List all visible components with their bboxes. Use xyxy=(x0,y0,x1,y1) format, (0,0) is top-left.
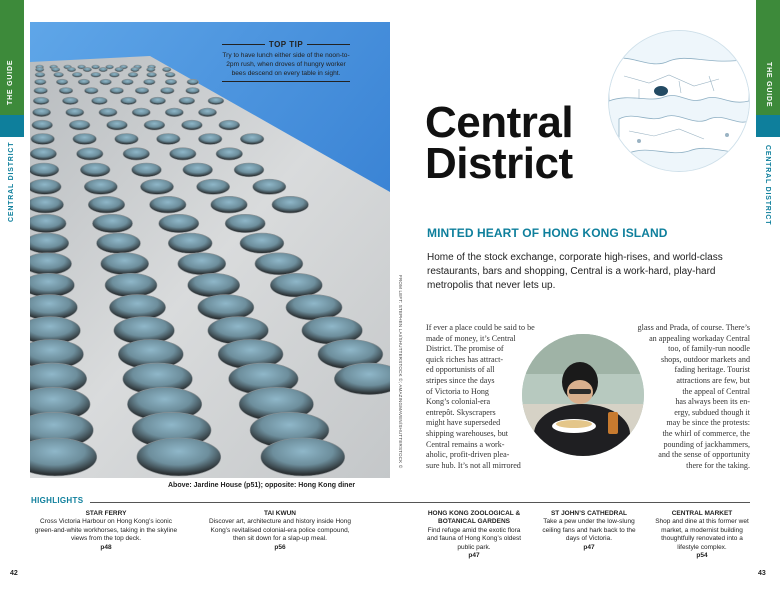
porthole-window xyxy=(85,88,99,94)
highlight-desc: Take a pew under the low-slung ceiling fans and hark back to the days of Victoria. xyxy=(542,518,636,543)
highlight-item-st-johns-cathedral xyxy=(537,510,641,552)
body-line: ergy, subdued though it xyxy=(674,407,750,417)
porthole-window xyxy=(69,120,90,130)
porthole-window xyxy=(30,163,59,177)
porthole-window xyxy=(84,179,117,194)
porthole-window xyxy=(144,120,165,130)
body-line: pounding of jackhammers, xyxy=(663,439,750,449)
locator-map xyxy=(608,30,750,172)
porthole-window xyxy=(78,79,90,85)
highlights-label: HIGHLIGHTS xyxy=(31,496,84,505)
body-line: the appeal of Central xyxy=(682,386,750,396)
porthole-window xyxy=(132,163,162,177)
porthole-window xyxy=(32,120,53,130)
porthole-window xyxy=(188,273,240,297)
porthole-window xyxy=(91,72,101,77)
top-tip-box xyxy=(222,40,350,82)
body-line: has always been its en- xyxy=(675,397,750,407)
porthole-window xyxy=(216,148,243,160)
porthole-window xyxy=(197,179,230,194)
porthole-window xyxy=(147,67,156,71)
porthole-window xyxy=(92,214,132,232)
highlight-name: STAR FERRY xyxy=(85,510,127,517)
body-line: quick riches has attract- xyxy=(426,354,504,364)
side-tab-district-label-right: CENTRAL DISTRICT xyxy=(764,145,771,226)
highlight-name: TAI KWUN xyxy=(263,510,296,517)
body-line: an appealing workaday Central xyxy=(649,333,750,343)
porthole-window xyxy=(165,79,177,85)
porthole-window xyxy=(198,134,222,145)
top-tip-heading xyxy=(222,40,350,49)
body-line: ed opportunists of all xyxy=(426,365,495,375)
body-line: too, of family-run noodle xyxy=(668,344,750,354)
porthole-window xyxy=(33,108,51,117)
porthole-window xyxy=(34,88,48,94)
porthole-window xyxy=(261,438,345,476)
body-line: of Victoria to Hong xyxy=(426,386,489,396)
porthole-window xyxy=(59,88,73,94)
porthole-window xyxy=(72,72,82,77)
porthole-window xyxy=(77,148,104,160)
porthole-window xyxy=(255,253,303,275)
body-line: made of money, it’s Central xyxy=(426,333,516,343)
porthole-window xyxy=(115,67,124,71)
top-tip-title: TOP TIP xyxy=(268,40,304,49)
porthole-window xyxy=(165,108,183,117)
porthole-window xyxy=(131,67,140,71)
porthole-window xyxy=(208,97,224,104)
porthole-window xyxy=(30,196,64,213)
porthole-window xyxy=(31,134,55,145)
porthole-window xyxy=(157,134,181,145)
body-line: sure hub. It’s not all mirrored xyxy=(426,460,521,470)
diner-illustration xyxy=(522,334,644,456)
porthole-window xyxy=(253,179,286,194)
side-tab-left-accent xyxy=(0,115,24,137)
body-line: might have superseded xyxy=(426,418,501,428)
photo-caption: Above: Jardine House (p51); opposite: Hong Kong diner xyxy=(168,482,356,489)
body-line: shipping warehouses, but xyxy=(426,428,509,438)
porthole-window xyxy=(144,79,156,85)
porthole-window xyxy=(123,148,150,160)
porthole-window xyxy=(110,88,124,94)
porthole-window xyxy=(56,79,68,85)
body-line: District. The promise of xyxy=(426,344,504,354)
porthole-window xyxy=(80,163,110,177)
porthole-window xyxy=(178,253,226,275)
highlight-desc: Find refuge amid the exotic flora and fauna of Hong Kong’s oldest public park. xyxy=(426,526,522,551)
highlight-name: CENTRAL MARKET xyxy=(671,510,733,517)
porthole-window xyxy=(137,438,221,476)
porthole-window xyxy=(179,97,195,104)
porthole-window xyxy=(150,196,187,213)
page-title xyxy=(425,98,574,188)
highlight-page-ref[interactable]: p54 xyxy=(696,552,708,560)
porthole-window xyxy=(83,67,92,71)
highlight-name: ST JOHN’S CATHEDRAL xyxy=(550,510,628,517)
porthole-window xyxy=(234,163,264,177)
porthole-window xyxy=(170,148,197,160)
body-line: and the sense of opportunity xyxy=(658,450,750,460)
porthole-window xyxy=(186,88,200,94)
body-line: glass and Prada, of course. There’s xyxy=(637,323,750,332)
highlight-name: HONG KONG ZOOLOGICAL & BOTANICAL GARDENS xyxy=(427,510,521,526)
side-tab-right-accent xyxy=(756,115,780,137)
porthole-window xyxy=(211,196,248,213)
porthole-window xyxy=(150,97,166,104)
highlight-item-tai-kwun xyxy=(205,510,355,552)
highlight-page-ref[interactable]: p47 xyxy=(468,552,480,560)
porthole-window xyxy=(97,233,141,253)
porthole-window xyxy=(225,214,265,232)
highlight-desc: Cross Victoria Harbour on Hong Kong’s iconic green-and-white workhorses, taking in the skyline views from the top deck. xyxy=(34,518,178,543)
highlight-desc: Discover art, architecture and history inside Hong Kong’s revitalised colonial-era police compound, then sit down for a slap-up meal. xyxy=(209,518,351,543)
map-central-marker xyxy=(654,86,668,96)
porthole-window xyxy=(165,72,175,77)
page-title-line-2: District xyxy=(425,139,573,188)
top-tip-text: Try to have lunch either side of the noon-to-2pm rush, when droves of hungry worker bees descend on every table in sight. xyxy=(222,52,350,77)
highlight-page-ref[interactable]: p48 xyxy=(100,543,112,551)
side-tab-guide-label-right: THE GUIDE xyxy=(765,62,772,108)
porthole-window xyxy=(270,273,322,297)
porthole-window xyxy=(101,253,149,275)
porthole-window xyxy=(33,97,49,104)
porthole-window xyxy=(100,79,112,85)
porthole-window xyxy=(92,97,108,104)
page-title-line-1: Central xyxy=(425,98,574,147)
porthole-window xyxy=(187,79,199,85)
body-line: the whirl of commerce, the xyxy=(662,428,750,438)
porthole-window xyxy=(147,72,157,77)
porthole-window xyxy=(183,163,213,177)
porthole-window xyxy=(198,108,216,117)
porthole-window xyxy=(30,179,61,194)
highlight-desc: Shop and dine at this former wet market, a modernist building thoughtfully renovated into a lifestyle complex. xyxy=(655,518,749,551)
body-line: attractions are few, but xyxy=(676,375,750,385)
jardine-house-photo xyxy=(30,22,390,478)
body-line: shops, outdoor markets and xyxy=(660,354,750,364)
porthole-window xyxy=(182,120,203,130)
highlight-item-star-ferry xyxy=(32,510,180,552)
porthole-window xyxy=(67,67,76,71)
top-tip-rule-left xyxy=(222,44,265,45)
highlight-page-ref[interactable]: p47 xyxy=(583,543,595,551)
porthole-window xyxy=(162,67,171,71)
porthole-window xyxy=(109,72,119,77)
photo-credit: FROM LEFT: STEPHEN LAI/SHUTTERSTOCK ©; AMAZINGMAVEN/SHUTTERSTOCK © xyxy=(398,275,403,469)
porthole-window xyxy=(62,97,78,104)
porthole-window xyxy=(66,108,84,117)
porthole-window xyxy=(99,67,108,71)
porthole-window xyxy=(92,65,100,69)
diner-photo xyxy=(522,334,644,456)
page-subtitle: MINTED HEART OF HONG KONG ISLAND xyxy=(427,226,668,240)
porthole-window xyxy=(51,67,60,71)
porthole-window xyxy=(30,148,57,160)
porthole-window xyxy=(122,79,134,85)
jardine-house-illustration xyxy=(30,22,390,478)
locator-map-graphic xyxy=(609,31,749,171)
porthole-window xyxy=(35,72,45,77)
body-line: entrepôt. Skyscrapers xyxy=(426,407,496,417)
porthole-window xyxy=(105,273,157,297)
porthole-window xyxy=(132,108,150,117)
side-tab-guide-label-left: THE GUIDE xyxy=(7,59,14,105)
highlight-item-zoological-gardens xyxy=(424,510,524,560)
porthole-window xyxy=(198,295,254,321)
body-line: fading heritage. Tourist xyxy=(674,365,750,375)
porthole-window xyxy=(73,134,97,145)
porthole-window xyxy=(161,88,175,94)
highlight-page-ref[interactable]: p56 xyxy=(274,543,286,551)
body-line: Central remains a work- xyxy=(426,439,505,449)
porthole-window xyxy=(107,120,128,130)
porthole-window xyxy=(240,134,264,145)
porthole-window xyxy=(30,214,66,232)
porthole-window xyxy=(35,67,44,71)
body-line: there for the taking. xyxy=(686,460,750,470)
body-line: may be since the protests: xyxy=(666,418,750,428)
porthole-window xyxy=(30,233,69,253)
body-line: aholic, profit-driven plea- xyxy=(426,450,510,460)
porthole-window xyxy=(121,97,137,104)
page-number-right: 43 xyxy=(758,570,766,577)
page-number-left: 42 xyxy=(10,570,18,577)
porthole-window xyxy=(286,295,342,321)
porthole-window xyxy=(128,72,138,77)
body-line: Kong’s colonial-era xyxy=(426,397,491,407)
porthole-window xyxy=(140,179,173,194)
porthole-window xyxy=(135,88,149,94)
body-line: If ever a place could be said to be xyxy=(426,323,535,332)
side-tab-district-label-left: CENTRAL DISTRICT xyxy=(8,141,15,222)
porthole-window xyxy=(35,79,47,85)
porthole-window xyxy=(30,253,72,275)
top-tip-bottom-rule xyxy=(222,81,350,82)
porthole-window xyxy=(115,134,139,145)
body-line: stripes since the days xyxy=(426,375,495,385)
porthole-window xyxy=(272,196,309,213)
porthole-window xyxy=(219,120,240,130)
top-tip-rule-right xyxy=(307,44,350,45)
porthole-window xyxy=(109,295,165,321)
intro-text: Home of the stock exchange, corporate high-rises, and world-class restaurants, bars and shopping, Central is a work-hard, play-hard metropolis that never lets up. xyxy=(427,252,723,291)
porthole-window xyxy=(168,233,212,253)
porthole-window xyxy=(54,72,64,77)
porthole-window xyxy=(99,108,117,117)
highlight-item-central-market xyxy=(652,510,752,560)
porthole-window xyxy=(88,196,125,213)
highlights-rule xyxy=(90,502,750,503)
porthole-window xyxy=(240,233,284,253)
porthole-window xyxy=(159,214,199,232)
